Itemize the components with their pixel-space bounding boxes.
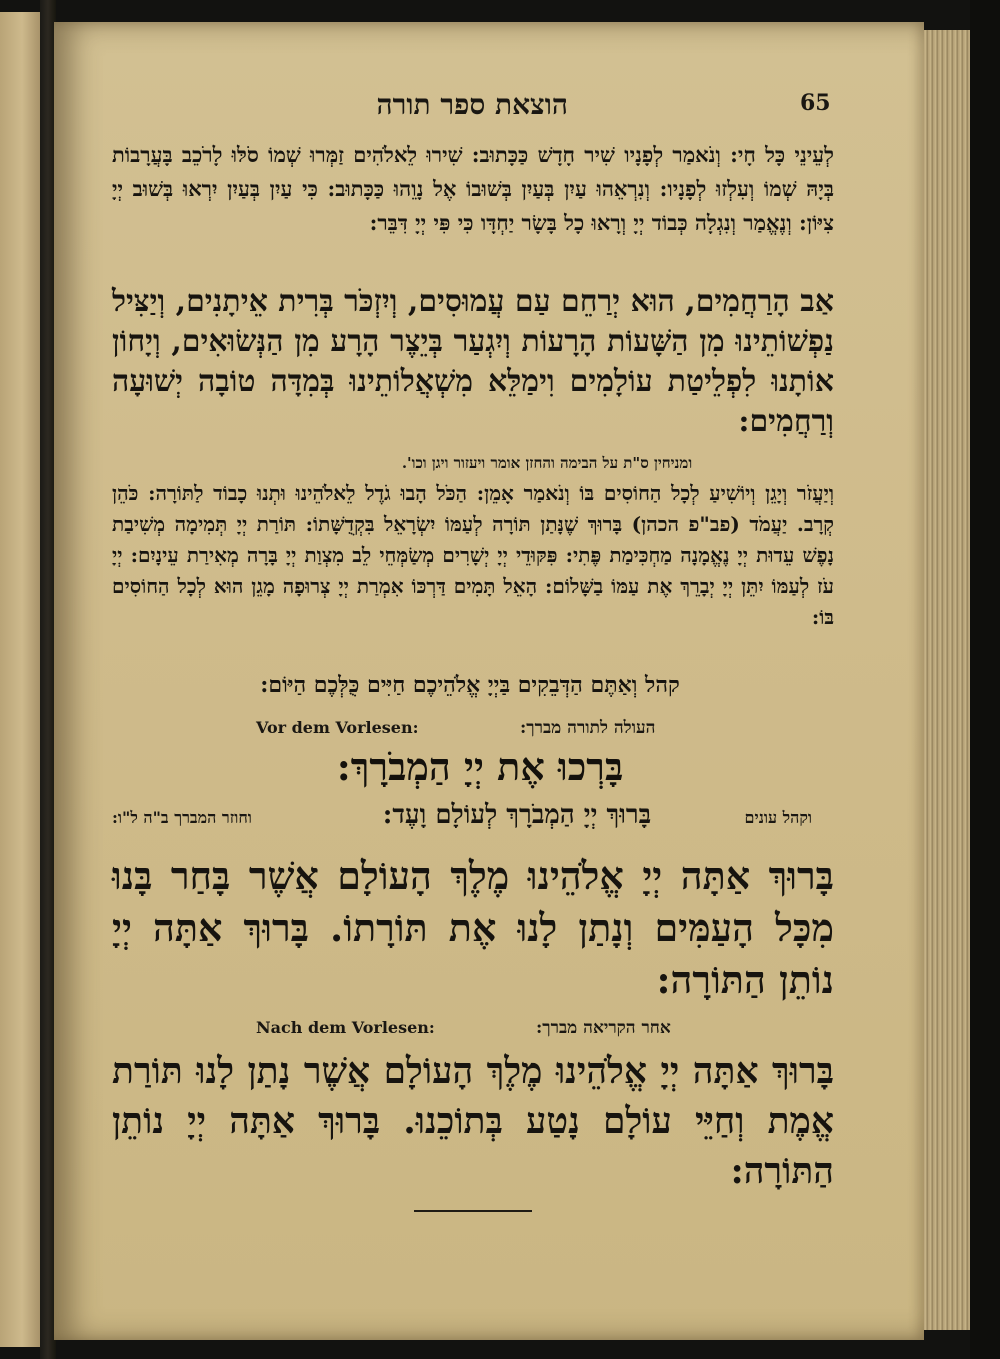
paragraph-1: לְעֵינֵי כָּל חָי: וְנֹאמַר לְפָנָיו שִׁיר חָדָשׁ כַּכָּתוּב: שִׁירוּ לֵאלֹהִים זַמְּרוּ שְׁמוֹ סֹלּוּ לָרֹכֵב בָּעֲרָבוֹת בְּיָהּ שְׁמוֹ וְעִלְזוּ לְפָנָיו: וְנִרְאֵהוּ עַיִן בְּעַיִן בְּשׁוּבוֹ אֶל נָוֵהוּ כַּכָּתוּב: כִּי עַיִן בְּעַיִן יִרְאוּ בְּשׁוּב יְיָ צִיּוֹן: וְנֶאֱמַר וְנִגְלָה כְּבוֹד יְיָ וְרָאוּ כָל בָּשָׂר יַחְדָּו כִּי פִּי יְיָ דִּבֵּר: [112,142,834,235]
page-number: 65 [800,90,831,116]
page-header [110,88,840,128]
response-row [112,800,812,836]
blessing-after-reading: בָּרוּךְ אַתָּה יְיָ אֱלֹהֵינוּ מֶלֶךְ הָעוֹלָם אֲשֶׁר נָתַן לָנוּ תּוֹרַת אֱמֶת וְחַיֵּי עוֹלָם נָטַע בְּתוֹכֵנוּ. בָּרוּךְ אַתָּה יְיָ נוֹתֵן הַתּוֹרָה: [112,1050,834,1192]
paragraph-av-harachamim: אַב הָרַחֲמִים, הוּא יְרַחֵם עַם עֲמוּסִים, וְיִזְכֹּר בְּרִית אֵיתָנִים, וְיַצִּיל נַפְשׁוֹתֵינוּ מִן הַשָּׁעוֹת הָרָעוֹת וְיִגְעַר בְּיֵצֶר הָרָע מִן הַנְּשׂוּאִים, וְיָחוֹן אוֹתָנוּ לִפְלֵיטַת עוֹלָמִים וִימַלֵּא מִשְׁאֲלוֹתֵינוּ בְּמִדָּה טוֹבָה יְשׁוּעָה וְרַחֲמִים: [112,284,834,439]
response-note-right: וקהל עונים [744,808,812,827]
scan-background [970,0,1000,1359]
running-title: הוצאת ספר תורה [376,88,568,121]
instruction-note: ומניחין ס"ת על הבימה והחזן אומר ויעזור ויגן וכו'. [401,454,693,472]
blessing-before-reading: בָּרוּךְ אַתָּה יְיָ אֱלֹהֵינוּ מֶלֶךְ הָעוֹלָם אֲשֶׁר בָּחַר בָּנוּ מִכָּל הָעַמִּים וְנָתַן לָנוּ אֶת תּוֹרָתוֹ. בָּרוּךְ אַתָּה יְיָ נוֹתֵן הַתּוֹרָה: [112,853,834,1002]
page-edges [924,30,970,1330]
closing-rule [414,1210,532,1212]
paragraph-veyaazor: וְיַעֲזֹר וְיָגֵן וְיוֹשִׁיעַ לְכָל הַחוֹסִים בּוֹ וְנֹאמַר אָמֵן: הַכֹּל הָבוּ גֹדֶל לֵאלֹהֵינוּ וּתְנוּ כָבוֹד לַתּוֹרָה: כֹּהֵן קְרָב. יַעֲמֹד (פב"פ הכהן) בָּרוּךְ שֶׁנָּתַן תּוֹרָה לְעַמּוֹ יִשְׂרָאֵל בִּקְדֻשָּׁתוֹ: תּוֹרַת יְיָ תְּמִימָה מְשִׁיבַת נָפֶשׁ עֵדוּת יְיָ נֶאֱמָנָה מַחְכִּימַת פֶּתִי: פִּקּוּדֵי יְיָ יְשָׁרִים מְשַׂמְּחֵי לֵב מִצְוַת יְיָ בָּרָה מְאִירַת עֵינָיִם: יְיָ עֹז לְעַמּוֹ יִתֵּן יְיָ יְבָרֵךְ אֶת עַמּוֹ בַשָּׁלוֹם: הָאֵל תָּמִים דַּרְכּוֹ אִמְרַת יְיָ צְרוּפָה מָגֵן הוּא לְכָל הַחוֹסִים בּוֹ: [112,481,834,629]
congregation-response: בָּרוּךְ יְיָ הַמְבֹרָךְ לְעוֹלָם וָעֶד: [382,800,652,830]
left-page-edge [0,12,40,1347]
before-reading-label-german: Vor dem Vorlesen: [256,718,419,737]
before-reading-label-hebrew: העולה לתורה מברך: [520,718,656,738]
after-reading-label-hebrew: אחר הקריאה מברך: [536,1018,671,1038]
after-reading-label-german: Nach dem Vorlesen: [256,1018,435,1037]
response-note-left: וחוזר המברך ב"ה ל"ו: [112,808,252,827]
congregation-line: קהל וְאַתֶּם הַדְּבֵקִים בַּיְיָ אֱלֹהֵיכֶם חַיִּים כֻּלְּכֶם הַיּוֹם: [260,672,680,698]
barchu-line: בָּרְכוּ אֶת יְיָ הַמְבֹרָךְ: [336,744,624,789]
